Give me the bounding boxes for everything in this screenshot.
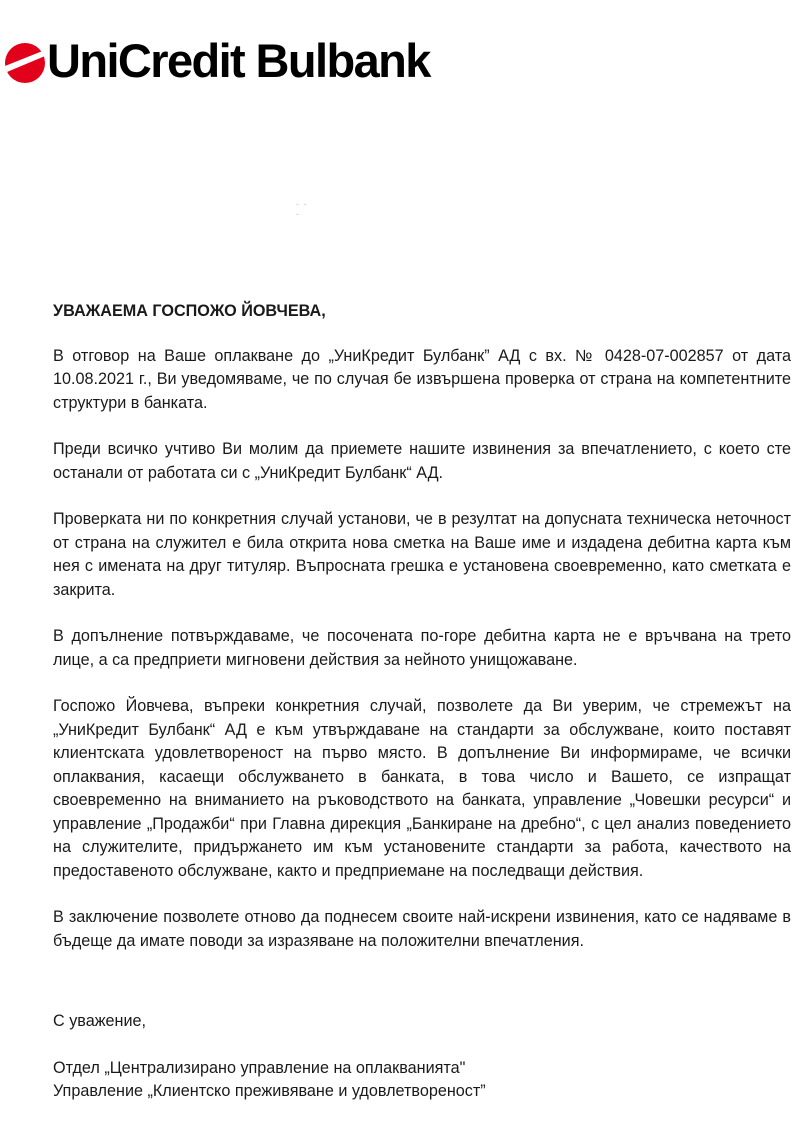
paragraph-1: В отговор на Ваше оплакване до „УниКредит Булбанк” АД с вх. № 0428-07-002857 от дата 10.08.2021 г., Ви уведомяваме, че по случая бе извършена проверка от страна на компетентните структури в банката. (53, 346, 791, 412)
letterhead (2, 30, 430, 92)
closing: С уважение, (53, 1012, 147, 1030)
paragraph-2: Преди всичко учтиво Ви молим да приемете нашите извинения за впечатлението, с което сте останали от работата си с „УниКредит Булбанк“ АД. (53, 440, 791, 482)
paragraph-6: В заключение позволете отново да поднесем своите най-искрени извинения, като се надяваме в бъдеще да имате поводи за изразяване на положителни впечатления. (53, 908, 791, 950)
paragraph-5: Госпожо Йовчева, въпреки конкретния случай, позволете да Ви уверим, че стремежът на „УниКредит Булбанк“ АД е към утвърждаване на стандарти за обслужване, които поставят клиентската удовлетвореност на първо място. В допълнение Ви информираме, че всички оплаквания, касаещи обслужването в банката, в това число и Вашето, се изпращат своевременно на вниманието на ръководството на банката, управление „Човешки ресурси“ и управление „Продажби“ при Главна дирекция „Банкиране на дребно“, с цел анализ поведението на служителите, придържането им към установените стандарти за работа, качеството на предоставеното обслужване, както и предприемане на последващи действия. (53, 697, 791, 880)
signature-division: Управление „Клиентско преживяване и удовлетвореност” (53, 1082, 486, 1100)
signature-department: Отдел „Централизирано управление на оплакванията" (53, 1058, 466, 1077)
letter-body (53, 300, 791, 1104)
salutation: УВАЖАЕМА ГОСПОЖО ЙОВЧЕВА, (53, 302, 326, 320)
paragraph-3: Проверката ни по конкретния случай установи, че в резултат на допусната техническа неточност от страна на служител е била открита нова сметка на Ваше име и издадена дебитна карта към нея с имената на друг титуляр. Въпросната грешка е установена своевременно, като сметката е закрита. (53, 510, 791, 599)
brand-name: UniCredit Bulbank (47, 34, 430, 87)
faint-mark: - - - (296, 199, 308, 219)
paragraph-4: В допълнение потвърждаваме, че посочената по-горе дебитна карта не е връчвана на трето лице, а са предприети мигновени действия за нейното унищожаване. (53, 627, 791, 669)
unicredit-logo-icon (2, 30, 46, 92)
